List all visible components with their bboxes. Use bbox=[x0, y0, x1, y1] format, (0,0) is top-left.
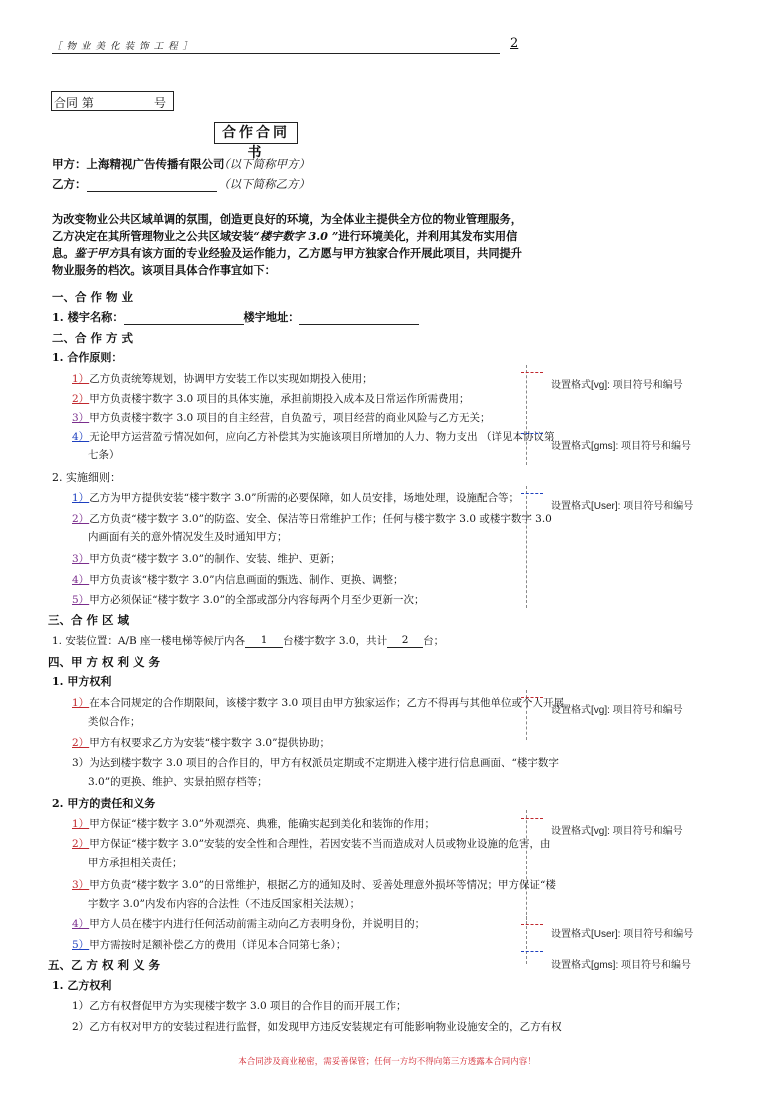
item-number: 1） bbox=[72, 492, 90, 504]
section-2-sub1: 1. 合作原则： bbox=[52, 351, 123, 364]
comment-connector bbox=[521, 951, 543, 952]
section-4-sub2: 2. 甲方的责任和义务 bbox=[52, 797, 156, 810]
a-rights-item bbox=[72, 735, 330, 750]
principle-item bbox=[72, 391, 470, 406]
party-b-blank bbox=[87, 178, 217, 192]
item-number: 5） bbox=[72, 594, 90, 606]
detail-item-cont: 内画面有关的意外情况发生及时通知甲方； bbox=[88, 531, 288, 543]
section-1-line bbox=[52, 309, 419, 325]
intro-italic: 鉴于甲方 bbox=[74, 246, 120, 260]
item-number: 3） bbox=[72, 553, 90, 565]
header-rule bbox=[52, 53, 500, 54]
detail-item bbox=[72, 511, 552, 526]
comment-bracket bbox=[526, 486, 527, 608]
b-rights-item bbox=[72, 1019, 562, 1034]
party-a-label: 甲方：上海精视广告传播有限公司 bbox=[52, 157, 225, 171]
item-text: 甲方必须保证“楼宇数字 3.0”的全部或部分内容每两个月至少更新一次； bbox=[89, 594, 425, 606]
intro-paragraph bbox=[52, 211, 522, 279]
comment-vg[interactable]: 设置格式[vg]: 项目符号和编号 bbox=[551, 380, 683, 391]
intro-part1: 为改变物业公共区域单调的氛围，创造更良好的环境，为全体业主提供全方位的物业管理服务，乙方决定在其所管理物业之公共区域安装 bbox=[52, 212, 522, 243]
comment-connector bbox=[521, 372, 543, 373]
section-4-title: 四、甲 方 权 利 义 务 bbox=[48, 655, 161, 669]
item-text: 乙方为甲方提供安装“楼宇数字 3.0”所需的必要保障，如人员安排，场地处理，设施配合等； bbox=[89, 492, 519, 504]
item-text: 乙方有权对甲方的安装过程进行监督，如发现甲方违反安装规定有可能影响物业设施安全的，乙方有权 bbox=[89, 1021, 562, 1033]
item-text: 乙方负责“楼宇数字 3.0”的防盗、安全、保洁等日常维护工作；任何与楼宇数字 3.0 或楼宇数字 3.0 bbox=[89, 513, 552, 525]
item-number: 1） bbox=[72, 697, 90, 709]
item-text: 甲方保证“楼宇数字 3.0”外观漂亮、典雅，能确实起到美化和装饰的作用； bbox=[89, 818, 435, 830]
a-duties-item bbox=[72, 816, 435, 831]
comment-connector bbox=[521, 818, 543, 819]
item-number: 2） bbox=[72, 1021, 90, 1033]
principle-item-cont: 七条） bbox=[88, 449, 120, 461]
item-number: 2） bbox=[72, 838, 90, 850]
party-b bbox=[52, 176, 217, 192]
b-rights-item bbox=[72, 998, 407, 1013]
a-rights-item-cont: 3.0”的更换、维护、实景拍照存档等； bbox=[88, 776, 268, 788]
count-total: 2 bbox=[387, 634, 423, 648]
intro-quote: “楼宇数字 3.0 ” bbox=[253, 229, 339, 243]
item-text: 为达到楼宇数字 3.0 项目的合作目的，甲方有权派员定期或不定期进入楼宇进行信息画面、“楼宇数字 bbox=[89, 757, 559, 769]
party-a bbox=[52, 156, 225, 172]
section-1-title: 一、合 作 物 业 bbox=[52, 290, 134, 304]
a-rights-item bbox=[72, 695, 564, 710]
building-address-label: 楼宇地址： bbox=[243, 310, 300, 324]
install-mid-text: 台楼宇数字 3.0，共计 bbox=[283, 635, 388, 647]
intro-part3: 具有该方面的专业经验及运作能力，乙方愿与甲方独家合作开展此项目，共同提升物业服务的档次。该项目具体合作事宜如下： bbox=[52, 246, 522, 277]
running-header: ［ 物 业 美 化 装 饰 工 程 ］ bbox=[52, 41, 194, 52]
item-number: 2） bbox=[72, 393, 90, 405]
contract-number-label: 合同 第 bbox=[54, 96, 94, 110]
party-b-label: 乙方： bbox=[52, 177, 87, 191]
comment-connector bbox=[521, 697, 543, 698]
comment-connector bbox=[521, 493, 543, 494]
building-name-label: 1. 楼宇名称： bbox=[52, 310, 124, 324]
item-text: 甲方负责该“楼宇数字 3.0”内信息画面的甄选、制作、更换、调整； bbox=[89, 574, 404, 586]
count-per-hall: 1 bbox=[245, 634, 283, 648]
item-number: 2） bbox=[72, 513, 90, 525]
section-5-sub1: 1. 乙方权利 bbox=[52, 979, 112, 992]
item-number: 3） bbox=[72, 879, 90, 891]
item-text: 甲方有权要求乙方为安装“楼宇数字 3.0”提供协助； bbox=[89, 737, 330, 749]
confidentiality-footer: 本合同涉及商业秘密，需妥善保管；任何一方均不得向第三方透露本合同内容！ bbox=[238, 1057, 536, 1067]
party-a-note: （以下简称甲方） bbox=[218, 157, 310, 171]
item-number: 5） bbox=[72, 939, 90, 951]
section-2-title: 二、合 作 方 式 bbox=[52, 331, 134, 345]
contract-number-suffix: 号 bbox=[154, 96, 167, 110]
item-text: 甲方需按时足额补偿乙方的费用（详见本合同第七条）； bbox=[89, 939, 347, 951]
item-number: 1） bbox=[72, 373, 90, 385]
principle-item bbox=[72, 371, 373, 386]
item-text: 甲方负责“楼宇数字 3.0”的日常维护，根据乙方的通知及时、妥善处理意外损坏等情况；甲方保证“楼 bbox=[89, 879, 556, 891]
section-3-title: 三、合 作 区 域 bbox=[48, 613, 130, 627]
section-5-title: 五、乙 方 权 利 义 务 bbox=[48, 958, 161, 972]
a-duties-item-cont: 宇数字 3.0”内发布内容的合法性（不违反国家相关法规）； bbox=[88, 898, 361, 910]
comment-connector bbox=[521, 924, 543, 925]
item-number: 2） bbox=[72, 737, 90, 749]
item-text: 甲方负责楼宇数字 3.0 项目的具体实施，承担前期投入成本及日常运作所需费用； bbox=[89, 393, 470, 405]
a-duties-item-cont: 甲方承担相关责任； bbox=[88, 857, 183, 869]
section-4-sub1: 1. 甲方权利 bbox=[52, 675, 112, 688]
item-text: 甲方保证“楼宇数字 3.0”安装的安全性和合理性，若因安装不当而造成对人员或物业设施的危害，由 bbox=[89, 838, 551, 850]
item-number: 1） bbox=[72, 1000, 90, 1012]
comment-user[interactable]: 设置格式[User]: 项目符号和编号 bbox=[551, 501, 694, 512]
item-number: 1） bbox=[72, 818, 90, 830]
building-name-blank bbox=[124, 311, 244, 325]
item-number: 4） bbox=[72, 918, 90, 930]
detail-item bbox=[72, 572, 403, 587]
comment-gms[interactable]: 设置格式[gms]: 项目符号和编号 bbox=[551, 960, 692, 971]
comment-vg[interactable]: 设置格式[vg]: 项目符号和编号 bbox=[551, 705, 683, 716]
item-number: 4） bbox=[72, 574, 90, 586]
a-rights-item bbox=[72, 755, 559, 770]
item-number: 3） bbox=[72, 757, 90, 769]
detail-item bbox=[72, 592, 424, 607]
comment-user[interactable]: 设置格式[User]: 项目符号和编号 bbox=[551, 929, 694, 940]
install-location-text: 1. 安装位置：A/B 座一楼电梯等候厅内各 bbox=[52, 635, 246, 647]
section-3-line bbox=[52, 633, 444, 648]
a-duties-item bbox=[72, 877, 556, 892]
item-number: 4） bbox=[72, 431, 90, 443]
principle-item bbox=[72, 429, 555, 444]
section-2-sub2: 2. 实施细则： bbox=[52, 471, 121, 484]
comment-connector bbox=[521, 433, 543, 434]
page-number: 2 bbox=[510, 36, 519, 51]
item-text: 甲方负责楼宇数字 3.0 项目的自主经营，自负盈亏，项目经营的商业风险与乙方无关； bbox=[89, 412, 491, 424]
detail-item bbox=[72, 551, 340, 566]
item-text: 在本合同规定的合作期限间，该楼宇数字 3.0 项目由甲方独家运作；乙方不得再与其他单位或个人开展 bbox=[89, 697, 565, 709]
intro-part2: 进行环境美化，并利用其发布实用信息。 bbox=[52, 229, 518, 260]
item-text: 乙方负责统筹规划，协调甲方安装工作以实现如期投入使用； bbox=[89, 373, 373, 385]
document-title: 合作合同书 bbox=[214, 122, 298, 144]
item-number: 3） bbox=[72, 412, 90, 424]
comment-bracket bbox=[526, 365, 527, 465]
building-address-blank bbox=[299, 311, 419, 325]
item-text: 甲方负责“楼宇数字 3.0”的制作、安装、维护、更新； bbox=[89, 553, 341, 565]
comment-bracket bbox=[526, 810, 527, 920]
detail-item bbox=[72, 490, 519, 505]
item-text: 甲方人员在楼宇内进行任何活动前需主动向乙方表明身份，并说明目的； bbox=[89, 918, 426, 930]
a-duties-item bbox=[72, 916, 425, 931]
comment-vg[interactable]: 设置格式[vg]: 项目符号和编号 bbox=[551, 826, 683, 837]
install-post-text: 台； bbox=[423, 635, 445, 647]
a-rights-item-cont: 类似合作； bbox=[88, 716, 141, 728]
a-duties-item bbox=[72, 937, 346, 952]
party-b-note: （以下简称乙方） bbox=[218, 177, 310, 191]
a-duties-item bbox=[72, 836, 550, 851]
item-text: 乙方有权督促甲方为实现楼宇数字 3.0 项目的合作目的而开展工作； bbox=[89, 1000, 407, 1012]
principle-item bbox=[72, 410, 491, 425]
comment-gms[interactable]: 设置格式[gms]: 项目符号和编号 bbox=[551, 441, 692, 452]
contract-number-box bbox=[51, 91, 174, 111]
item-text: 无论甲方运营盈亏情况如何，应向乙方补偿其为实施该项目所增加的人力、物力支出 （详见本协议第 bbox=[89, 431, 555, 443]
